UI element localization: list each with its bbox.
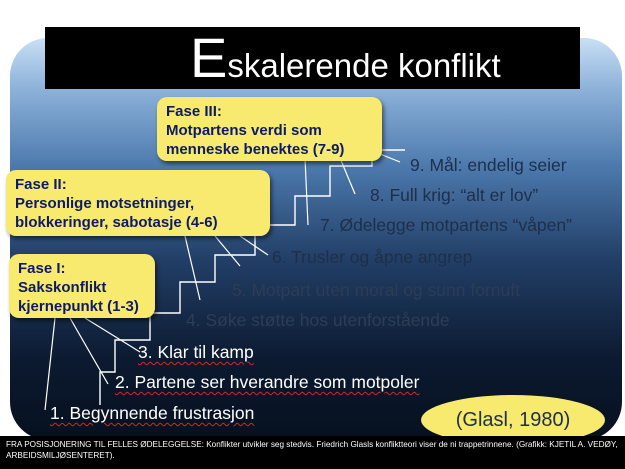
phase-1-box bbox=[9, 254, 155, 318]
slide-title bbox=[190, 26, 501, 89]
phase-1-line-2: kjernepunkt (1-3) bbox=[18, 297, 139, 315]
phase-1-line-1: Sakskonflikt bbox=[18, 278, 107, 296]
phase-2-heading: Fase II: bbox=[15, 176, 67, 193]
phase-2-box bbox=[6, 170, 270, 236]
phase-3-line-2: menneske benektes (7-9) bbox=[166, 140, 345, 158]
image-caption: FRA POSISJONERING TIL FELLES ØDELEGGELSE: Konflikter utvikler seg stedvis. Friedrich Glasls konfliktteori viser de ni trappetrinnene. (Grafikk: KJETIL A. VEDØY, ARBEIDSMILJØSENTERET). bbox=[0, 436, 625, 469]
phase-3-heading: Fase III: bbox=[166, 103, 222, 120]
source-citation-oval: (Glasl, 1980) bbox=[421, 395, 605, 445]
step-5: 5. Motpart uten moral og sunn fornuft bbox=[232, 280, 520, 300]
phase-2-line-2: blokkeringer, sabotasje (4-6) bbox=[15, 213, 218, 231]
step-4: 4. Søke støtte hos utenforstående bbox=[186, 310, 450, 330]
step-3: 3. Klar til kamp bbox=[138, 342, 254, 362]
step-6: 6. Trusler og åpne angrep bbox=[272, 247, 473, 267]
phase-2-line-1: Personlige motsetninger, bbox=[15, 194, 195, 212]
phase-3-line-1: Motpartens verdi som bbox=[166, 121, 322, 139]
title-rest: skalerende konflikt bbox=[227, 47, 501, 84]
phase-1-heading: Fase I: bbox=[18, 260, 66, 277]
step-9: 9. Mål: endelig seier bbox=[410, 155, 567, 175]
title-first-letter: E bbox=[190, 26, 228, 89]
phase-3-box bbox=[157, 97, 382, 161]
step-8: 8. Full krig: “alt er lov” bbox=[370, 185, 539, 205]
step-1: 1. Begynnende frustrasjon bbox=[50, 403, 255, 423]
step-2: 2. Partene ser hverandre som motpoler bbox=[115, 372, 420, 392]
step-7: 7. Ødelegge motpartens “våpen” bbox=[320, 215, 572, 235]
